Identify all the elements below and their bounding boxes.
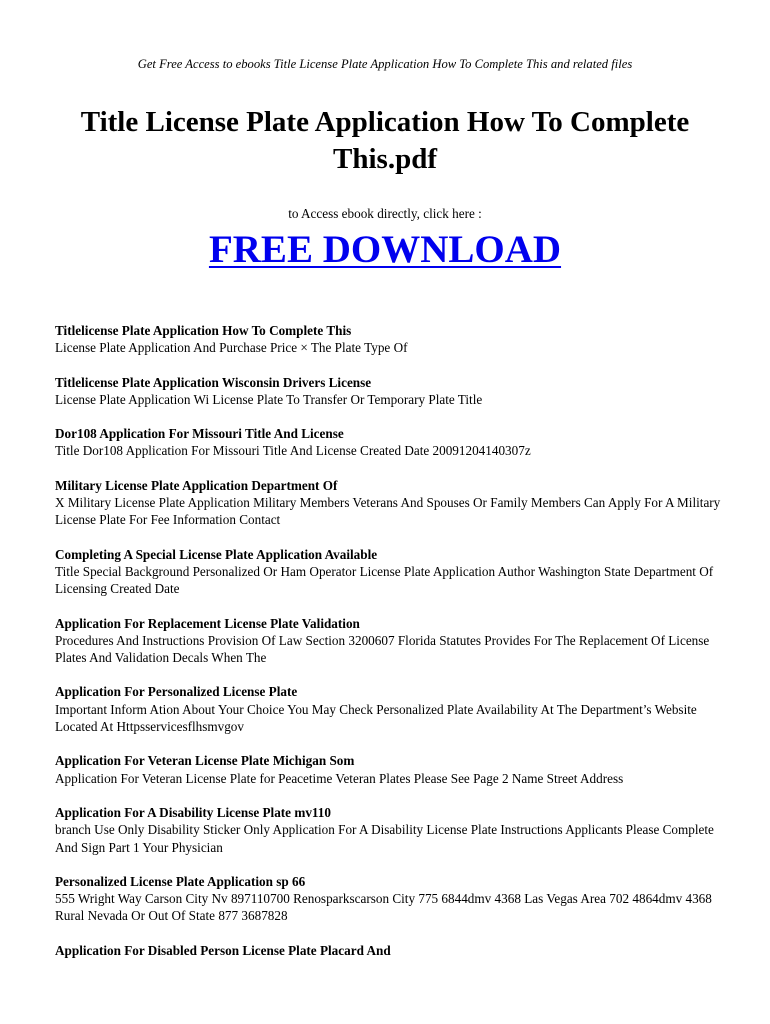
entry-description: branch Use Only Disability Sticker Only Application For A Disability License Plate Instructions Applicants Please Complete And Sign Part 1 Your Physician (55, 822, 714, 855)
entry-description: License Plate Application Wi License Plate To Transfer Or Temporary Plate Title (55, 391, 483, 407)
entry-title: Application For Disabled Person License Plate Placard And (55, 942, 391, 958)
entry-list (55, 322, 725, 976)
entry-description: Procedures And Instructions Provision Of Law Section 3200607 Florida Statutes Provides For The Replacement Of License Plates And Validation Decals When The (55, 632, 710, 666)
entry-description: 555 Wright Way Carson City Nv 897110700 Renosparkscarson City 775 6844dmv 4368 Las Vegas Area 702 4864dmv 4368 Rural Nevada Or Out Of State 877 3687828 (55, 891, 712, 924)
list-item (55, 322, 725, 357)
free-download-link[interactable]: FREE DOWNLOAD (208, 228, 562, 271)
entry-title: Military License Plate Application Department Of (55, 477, 338, 493)
entry-description: Important Inform Ation About Your Choice You May Check Personalized Plate Availability At The Department’s Website Located At Httpsservicesflhsmvgov (55, 701, 697, 735)
entry-description: X Military License Plate Application Military Members Veterans And Spouses Or Family Members Can Apply For A Military License Plate For Fee Information Contact (55, 495, 721, 528)
list-item (55, 425, 725, 460)
list-item (55, 546, 725, 598)
list-item (55, 615, 725, 667)
entry-title: Application For Personalized License Plate (55, 684, 298, 700)
entry-title: Application For Veteran License Plate Michigan Som (55, 753, 355, 769)
list-item (55, 804, 725, 856)
entry-title: Titlelicense Plate Application How To Complete This (55, 323, 352, 338)
entry-title: Completing A Special License Plate Application Available (55, 546, 378, 562)
entry-title: Personalized License Plate Application sp 66 (55, 873, 306, 889)
list-item (55, 683, 725, 735)
entry-description: Title Special Background Personalized Or Ham Operator License Plate Application Author Washington State Department Of Licensing Created Date (55, 563, 714, 597)
list-item (55, 477, 725, 529)
list-item (55, 752, 725, 787)
entry-description: License Plate Application And Purchase Price × The Plate Type Of (55, 340, 408, 356)
header-note: Get Free Access to ebooks Title License Plate Application How To Complete This and related files (137, 57, 633, 71)
list-item (55, 873, 725, 925)
entry-title: Titlelicense Plate Application Wisconsin Drivers License (55, 374, 372, 390)
entry-title: Application For A Disability License Plate mv110 (55, 804, 331, 820)
entry-description: Application For Veteran License Plate for Peacetime Veteran Plates Please See Page 2 Name Street Address (55, 770, 624, 786)
entry-description: Title Dor108 Application For Missouri Title And License Created Date 20091204140307z (55, 443, 531, 459)
access-instruction: to Access ebook directly, click here : (288, 206, 482, 221)
list-item (55, 942, 725, 959)
list-item (55, 374, 725, 409)
document-title: Title License Plate Application How To Complete This.pdf (80, 106, 690, 175)
entry-title: Application For Replacement License Plate Validation (55, 615, 360, 631)
entry-title: Dor108 Application For Missouri Title And License (55, 426, 344, 442)
